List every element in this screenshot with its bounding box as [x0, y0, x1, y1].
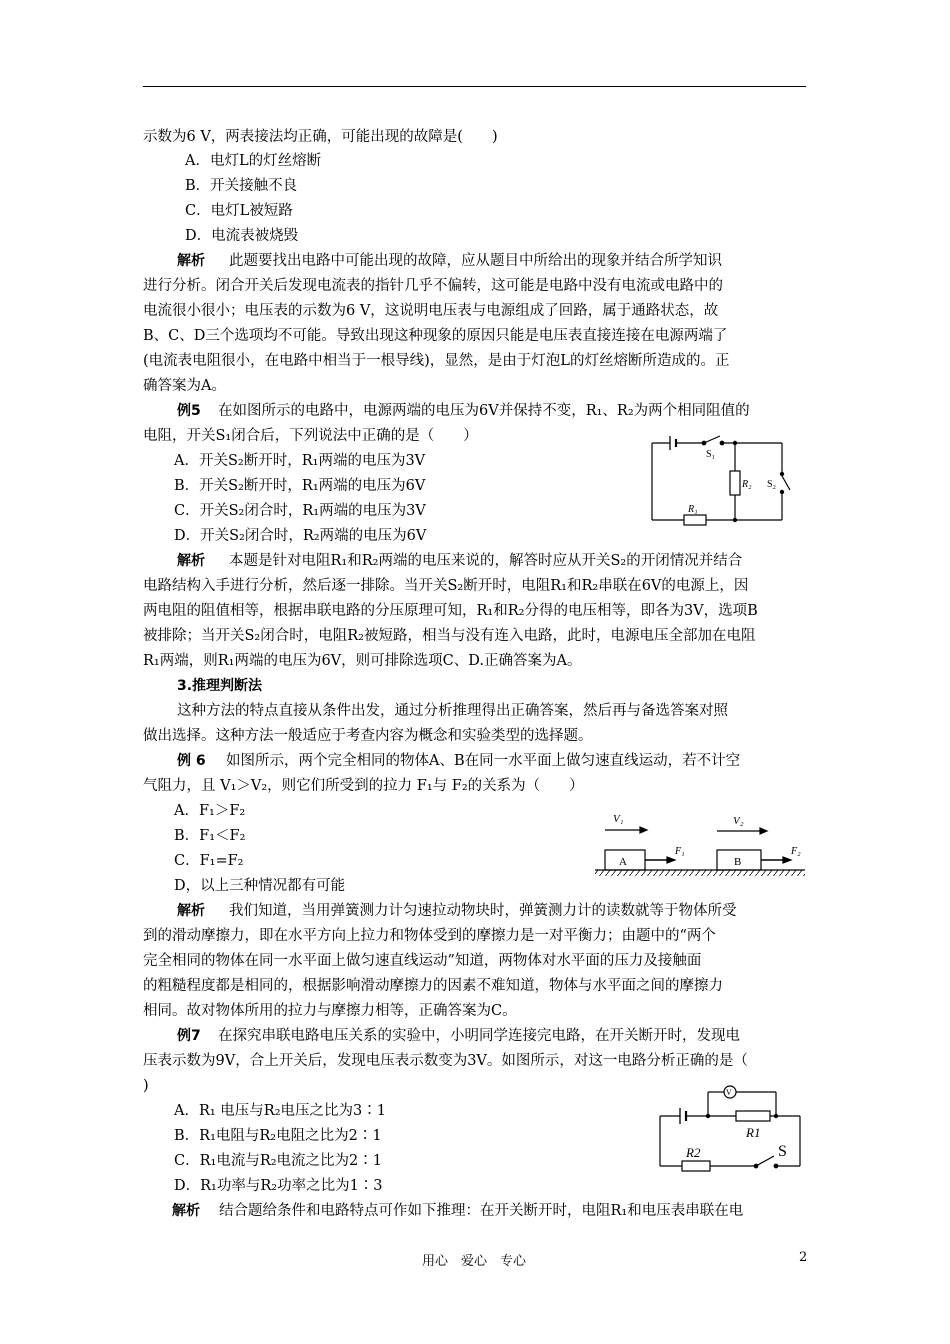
ex6-stem-line: 如图所示，两个完全相同的物体A、B在同一水平面上做匀速直线运动，若不计空 — [226, 753, 741, 769]
ex5-label-r2: R₂ — [742, 479, 752, 490]
ex5-circuit-diagram — [640, 430, 800, 530]
ex5-option-d: D．开关S₂闭合时，R₂两端的电压为6V — [174, 528, 427, 544]
ex6-label-f2: F₂ — [791, 846, 801, 857]
ex5-analysis-line: 本题是针对电阻R₁和R₂两端的电压来说的，解答时应从开关S₂的开闭情况并结合 — [229, 553, 743, 569]
q4-stem-end: 示数为6 V，两表接法均正确，可能出现的故障是( ) — [143, 129, 498, 145]
ex6-analysis-label: 解析 — [177, 903, 205, 919]
ex7-label-r1: R1 — [746, 1125, 761, 1140]
q4-option-a: A．电灯L的灯丝熔断 — [185, 153, 322, 169]
ex6-label-f1: F₁ — [675, 846, 685, 857]
section3-heading: 3.推理判断法 — [177, 678, 263, 694]
ex6-analysis-line: 相同。故对物体所用的拉力与摩擦力相等，正确答案为C。 — [143, 1003, 517, 1019]
ex5-label-r1: R₁ — [688, 504, 698, 515]
ex6-label-v1: V₁ — [613, 813, 624, 825]
ex7-label-r2: R2 — [686, 1145, 701, 1160]
ex5-analysis-line: R₁两端，则R₁两端的电压为6V，则可排除选项C、D.正确答案为A。 — [143, 653, 582, 669]
ex5-option-c: C．开关S₂闭合时，R₁两端的电压为3V — [174, 503, 426, 519]
ex5-analysis-line: 被排除；当开关S₂闭合时，电阻R₂被短路，相当与没有连入电路，此时，电源电压全部加在电阻 — [143, 628, 756, 644]
ex6-block-b: B — [734, 856, 742, 868]
ex5-option-a: A．开关S₂断开时，R₁两端的电压为3V — [174, 453, 426, 469]
q4-analysis-line: 确答案为A。 — [143, 378, 226, 394]
ex6-option-c: C．F₁=F₂ — [174, 853, 244, 869]
ex5-analysis-line: 电路结构入手进行分析，然后逐一排除。当开关S₂断开时，电阻R₁和R₂串联在6V的电源上，因 — [143, 578, 749, 594]
ex7-option-a: A．R₁ 电压与R₂电压之比为3∶1 — [174, 1103, 386, 1119]
ex5-label: 例5 — [177, 403, 201, 419]
ex7-analysis-label: 解析 — [172, 1203, 200, 1219]
ex6-analysis-line: 完全相同的物体在同一水平面上做匀速直线运动”知道，两物体对水平面的压力及接触面 — [143, 953, 702, 969]
ex7-label: 例7 — [177, 1028, 201, 1044]
ex7-option-d: D．R₁功率与R₂功率之比为1∶3 — [174, 1178, 383, 1194]
ex6-analysis-line: 到的滑动摩擦力，即在水平方向上拉力和物体受到的摩擦力是一对平衡力；由题中的“两个 — [143, 928, 716, 944]
ex5-option-b: B．开关S₂断开时，R₁两端的电压为6V — [174, 478, 426, 494]
ex7-label-v: V — [726, 1088, 732, 1097]
ex6-block-a: A — [619, 856, 627, 868]
ex6-motion-diagram — [595, 810, 810, 880]
ex6-analysis-line: 我们知道，当用弹簧测力计匀速拉动物块时，弹簧测力计的读数就等于物体所受 — [229, 903, 737, 919]
ex5-label-s1: S₁ — [706, 449, 716, 460]
ex5-analysis-line: 两电阻的阻值相等，根据串联电路的分压原理可知，R₁和R₂分得的电压相等，即各为3V，选项B — [143, 603, 758, 619]
ex7-stem-line: 在探究串联电路电压关系的实验中，小明同学连接完电路，在开关断开时，发现电 — [218, 1028, 740, 1044]
ex6-option-b: B．F₁＜F₂ — [174, 828, 246, 844]
q4-analysis-label: 解析 — [177, 253, 205, 269]
ex7-option-c: C．R₁电流与R₂电流之比为2∶1 — [174, 1153, 383, 1169]
header-rule — [143, 86, 806, 87]
ex5-stem-line: 电阻，开关S₁闭合后，下列说法中正确的是（ ） — [143, 428, 478, 444]
section3-line: 做出选择。这种方法一般适应于考查内容为概念和实验类型的选择题。 — [143, 728, 593, 744]
ex6-stem-line: 气阻力，且 V₁＞V₂，则它们所受到的拉力 F₁与 F₂的关系为（ ） — [143, 778, 584, 794]
ex7-stem-line: ) — [143, 1078, 149, 1094]
ex6-label-v2: V₂ — [733, 815, 744, 827]
q4-option-b: B．开关接触不良 — [185, 178, 298, 194]
ex6-option-d: D，以上三种情况都有可能 — [174, 878, 346, 894]
ex7-label-s: S — [778, 1143, 787, 1160]
ex6-label: 例 6 — [177, 753, 206, 769]
ex7-option-b: B．R₁电阻与R₂电阻之比为2∶1 — [174, 1128, 382, 1144]
ex7-stem-line: 压表示数为9V，合上开关后，发现电压表示数变为3V。如图所示，对这一电路分析正确的是（ — [143, 1053, 748, 1069]
footer-text: 用心 爱心 专心 — [422, 1254, 527, 1269]
page-number: 2 — [799, 1250, 808, 1265]
ex6-analysis-line: 的粗糙程度都是相同的，根据影响滑动摩擦力的因素不难知道，物体与水平面之间的摩擦力 — [143, 978, 723, 994]
section3-line: 这种方法的特点直接从条件出发，通过分析推理得出正确答案，然后再与备选答案对照 — [177, 703, 728, 719]
q4-analysis-line: 电流很小很小；电压表的示数为6 V，这说明电压表与电源组成了回路，属于通路状态，故 — [143, 303, 719, 319]
ex5-analysis-label: 解析 — [177, 553, 205, 569]
ex5-stem-line: 在如图所示的电路中，电源两端的电压为6V并保持不变，R₁、R₂为两个相同阻值的 — [218, 403, 750, 419]
q4-option-d: D．电流表被烧毁 — [185, 228, 299, 244]
ex5-label-s2: S₂ — [767, 479, 777, 490]
q4-analysis-line: (电流表电阻很小，在电路中相当于一根导线)，显然，是由于灯泡L的灯丝熔断所造成的。正 — [143, 353, 730, 369]
q4-analysis-line: 此题要找出电路中可能出现的故障，应从题目中所给出的现象并结合所学知识 — [229, 253, 722, 269]
q4-analysis-line: 进行分析。闭合开关后发现电流表的指针几乎不偏转，这可能是电路中没有电流或电路中的 — [143, 278, 723, 294]
ex6-option-a: A．F₁＞F₂ — [174, 803, 246, 819]
ex7-circuit-diagram — [650, 1078, 810, 1173]
q4-analysis-line: B、C、D三个选项均不可能。导致出现这种现象的原因只能是电压表直接连接在电源两端了 — [143, 328, 728, 344]
ex7-analysis-line: 结合题给条件和电路特点可作如下推理：在开关断开时，电阻R₁和电压表串联在电 — [219, 1203, 744, 1219]
q4-option-c: C．电灯L被短路 — [185, 203, 293, 219]
